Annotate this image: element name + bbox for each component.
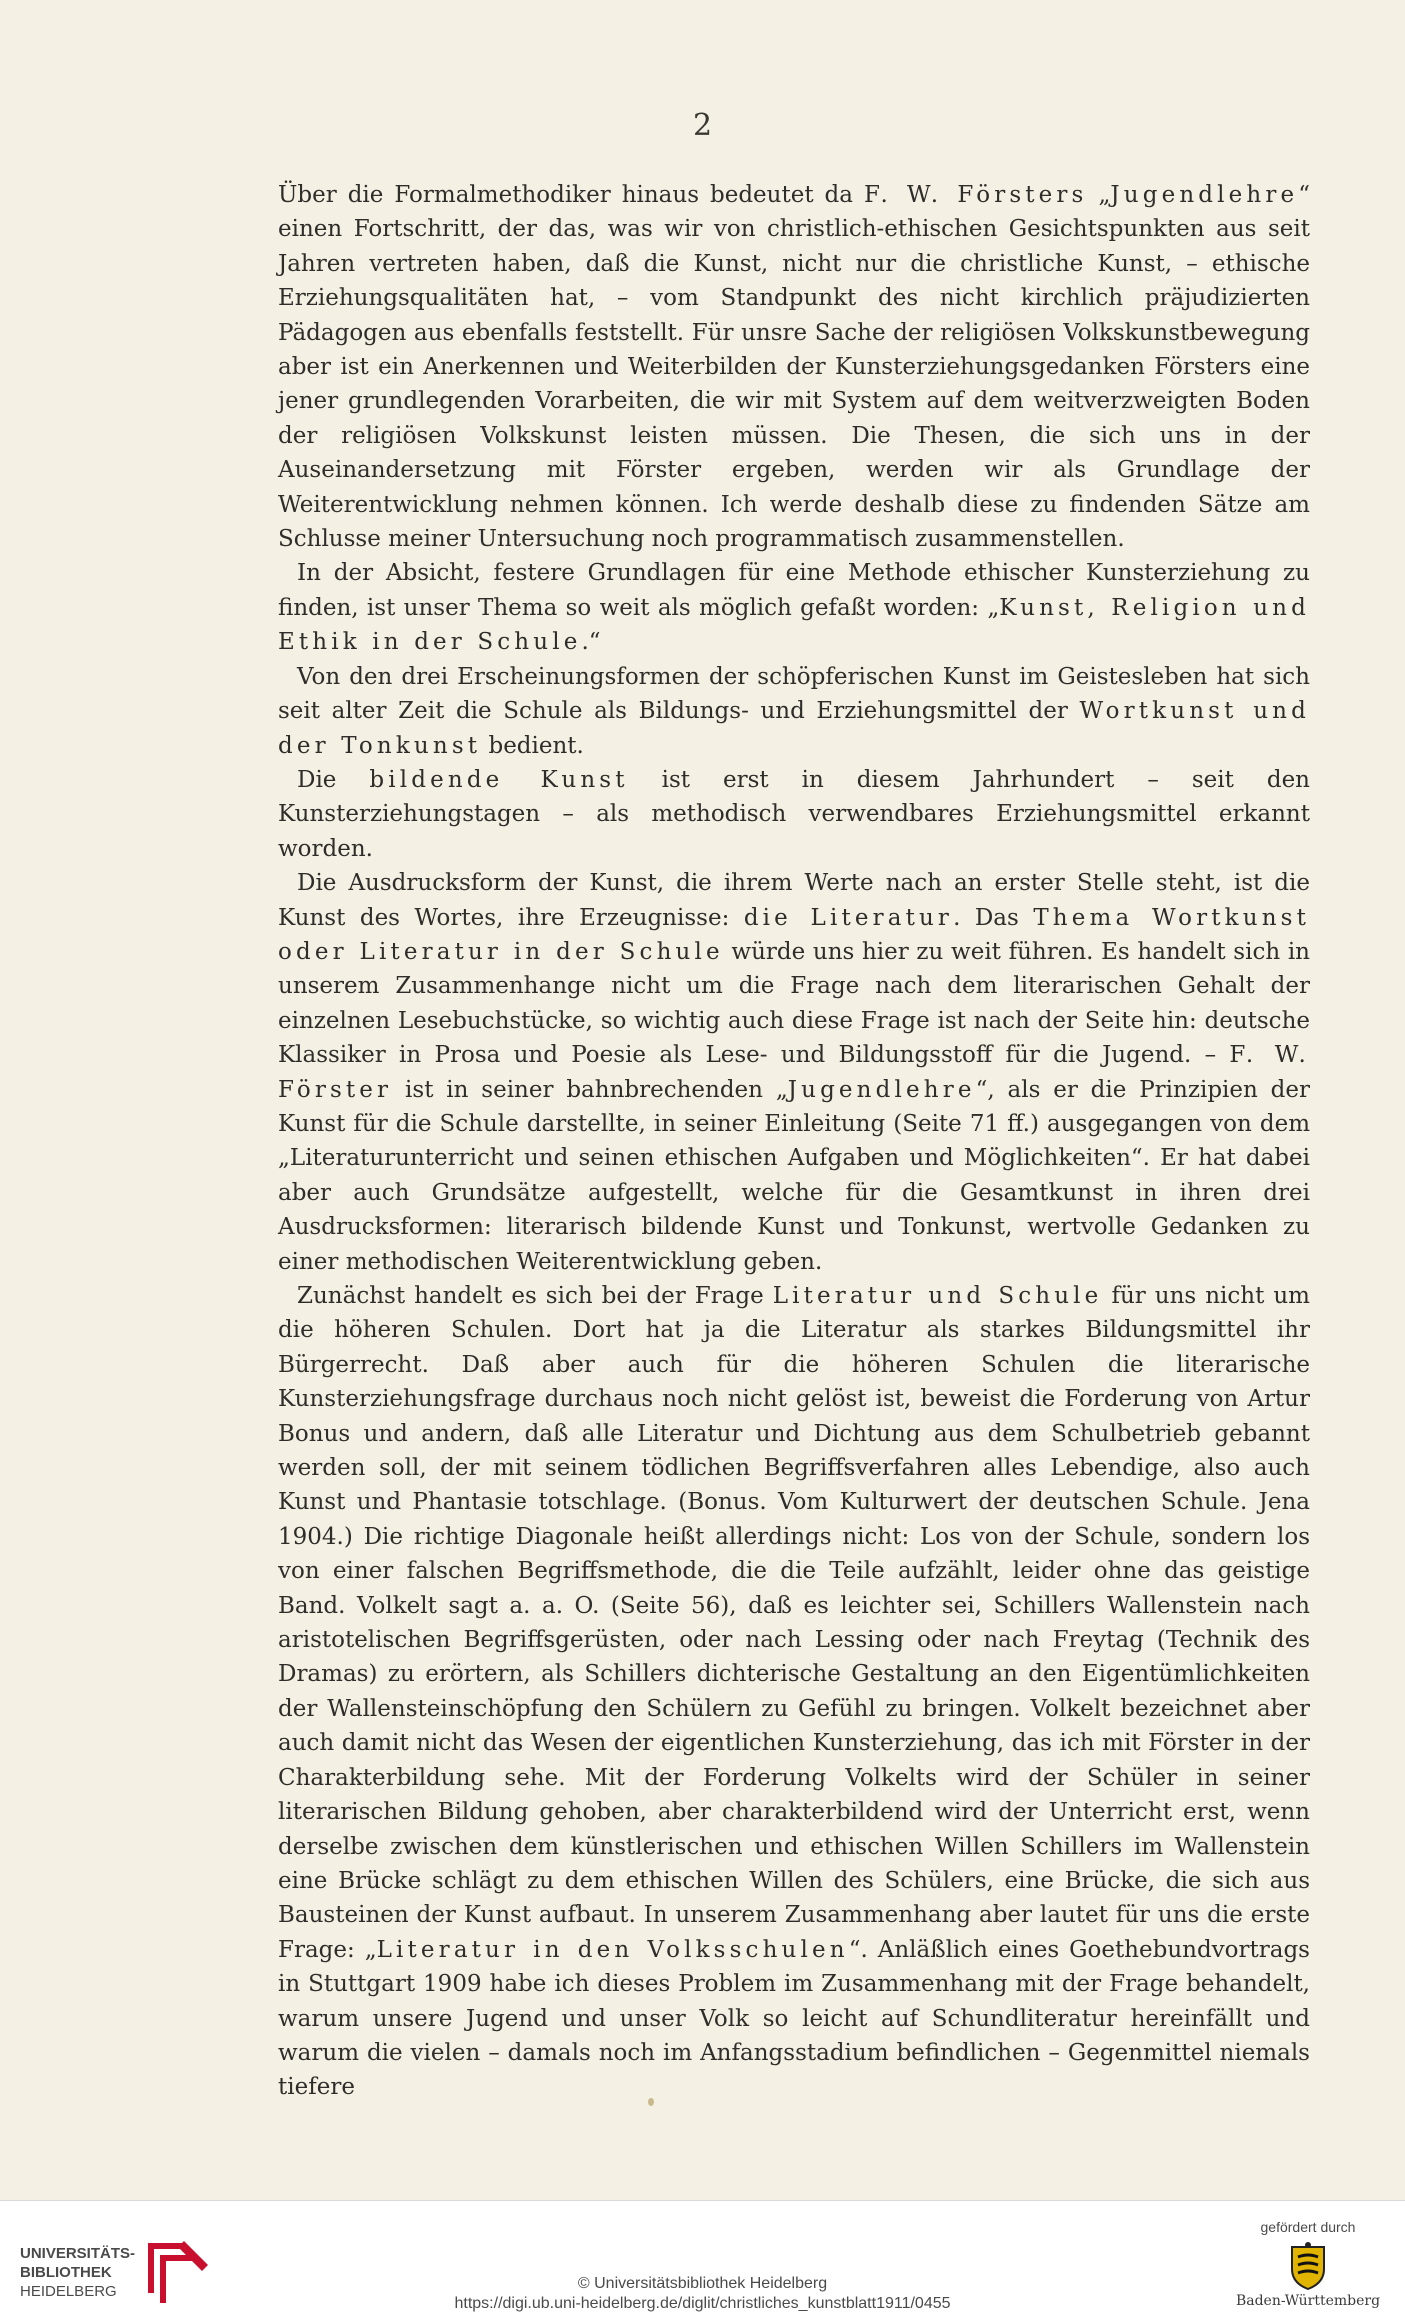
permalink[interactable]: https://digi.ub.uni-heidelberg.de/diglit/christliches_kunstblatt1911/0455 — [454, 2295, 951, 2312]
spaced-emphasis: F. W. Förster — [278, 1042, 1310, 1103]
spaced-emphasis: die Literatur — [743, 904, 954, 931]
spaced-emphasis: Jugendlehre — [1110, 182, 1299, 208]
library-name-line3: HEIDELBERG — [20, 2283, 117, 2300]
spaced-emphasis: Thema Wortkunst oder Literatur in der Schule — [278, 904, 1310, 965]
footer — [0, 2200, 1405, 2322]
paragraph — [278, 660, 1310, 763]
sponsor — [1228, 2219, 1388, 2319]
paragraph — [278, 556, 1310, 659]
spaced-emphasis: Jugendlehre — [787, 1076, 976, 1103]
spaced-emphasis: F. W. Försters — [863, 182, 1088, 208]
library-name-line2: BIBLIOTHEK — [20, 2264, 112, 2281]
spaced-emphasis: Literatur und Schule — [772, 1283, 1103, 1309]
text-run: “, als er die Prinzipien der Kunst für die Schule darstellte, in seiner Einleitung (Seite 71 ff.) ausgegangen von dem „Literaturunterricht und seinen ethischen Aufgaben und Möglichkeiten“. Er hat dabei aber auch Grundsätze aufgestellt, welche für die Gesamtkunst in ihren drei Ausdrucksformen: literarisch bildende Kunst und Tonkunst, wertvolle Gedanken zu einer methodischen Weiterentwicklung geben. — [278, 1076, 1310, 1275]
paragraph — [278, 763, 1310, 866]
text-run: “. Anläßlich eines Goethebundvortrags in Stuttgart 1909 habe ich dieses Problem im Zusammenhang mit der Frage behandelt, warum unsere Jugend und unser Volk so leicht auf Schundliteratur hereinfällt und warum die vielen – damals noch im Anfangsstadium befindlichen – Gegenmittel niemals tiefere — [278, 1936, 1310, 2101]
text-run: . Das — [953, 904, 1034, 931]
text-run: für uns nicht um die höheren Schulen. Dort hat ja die Literatur als starkes Bildungsmittel ihr Bürgerrecht. Daß aber auch für die höheren Schulen die literarische Kunsterziehungsfrage durchaus noch nicht gelöst ist, beweist die Forderung von Artur Bonus und andern, daß alle Literatur und Dichtung aus dem Schulbetrieb gebannt werden soll, der mit seinem tödlichen Begriffsverfahren alles Lebendige, also auch Kunst und Phantasie totschlage. (Bonus. Vom Kulturwert der deutschen Schule. Jena 1904.) Die richtige Diagonale heißt allerdings nicht: Los von der Schule, sondern los von einer falschen Begriffsmethode, die die Teile aufzählt, leider ohne das geistige Band. Volkelt sagt a. a. O. (Seite 56), daß es leichter sei, Schillers Wallenstein nach aristotelischen Begriffsgerüsten, oder nach Lessing oder nach Freytag (Technik des Dramas) zu erörtern, als Schillers dichterische Gestaltung an den Eigentümlichkeiten der Wallensteinschöpfung den Schülern zu Gefühl zu bringen. Volkelt bezeichnet aber auch damit nicht das Wesen der eigentlichen Kunsterziehung, das ich mit Förster in der Charakterbildung sehe. Mit der Forderung Volkelts wird der Schüler in seiner literarischen Bildung gehoben, aber charakterbildend wird der Unterricht erst, wenn derselbe zwischen dem künstlerischen und ethischen Willen Schillers im Wallenstein eine Brücke schlägt zu dem ethischen Willen des Schülers, eine Brücke, die sich aus Bausteinen der Kunst aufbaut. In unserem Zusammenhang aber lautet für uns die erste Frage: „ — [278, 1283, 1310, 1963]
spaced-emphasis: Kunst, Religion und Ethik in der Schule — [278, 594, 1310, 656]
text-run: bedient. — [481, 732, 584, 759]
text-run: Die Ausdrucksform der Kunst, die ihrem Werte nach an erster Stelle steht, ist die Kunst des Wortes, ihre Erzeugnisse: — [278, 870, 1310, 931]
text-run: würde uns hier zu weit führen. Es handelt sich in unserem Zusammenhange nicht um die Frage nach dem literarischen Gehalt der einzelnen Lesebuchstücke, so wichtig auch diese Frage ist nach der Seite hin: deutsche Klassiker in Prosa und Poesie als Lese- und Bildungsstoff für die Jugend. – — [278, 938, 1310, 1069]
text-run: In der Absicht, festere Grundlagen für eine Methode ethischer Kunsterziehung zu finden, ist unser Thema so weit als möglich gefaßt worden: „ — [278, 560, 1310, 621]
text-run: ist erst in diesem Jahrhundert – seit den Kunsterziehungstagen – als methodisch verwendbares Erziehungsmittel erkannt worden. — [278, 766, 1310, 862]
sponsor-label: gefördert durch — [1260, 2219, 1356, 2235]
text-run: “ einen Fortschritt, der das, was wir von christlich-ethischen Gesichtspunkten aus seit Jahren vertreten haben, daß die Kunst, nicht nur die christliche Kunst, – ethische Erziehungsqualitäten hat, – vom Standpunkt des nicht kirchlich präjudizierten Pädagogen aus ebenfalls feststellt. Für unsre Sache der religiösen Volkskunstbewegung aber ist ein Anerkennen und Weiterbilden der Kunsterziehungsgedanken Försters eine jener grundlegenden Vorarbeiten, die wir mit System auf dem weitverzweigten Boden der religiösen Volkskunst leisten müssen. Die Thesen, die sich uns in der Auseinandersetzung mit Förster ergeben, werden wir als Grundlage der Weiterentwicklung nehmen können. Ich werde deshalb diese zu findenden Sätze am Schlusse meiner Untersuchung noch programmatisch zusammenstellen. — [278, 182, 1310, 553]
text-run: Zunächst handelt es sich bei der Frage — [297, 1283, 773, 1309]
text-run: ist in seiner bahnbrechenden „ — [392, 1076, 788, 1103]
spaced-emphasis: Wortkunst und der Tonkunst — [278, 698, 1310, 759]
paragraph — [278, 866, 1310, 1279]
text-run: .“ — [581, 629, 601, 656]
spaced-emphasis: bildende Kunst — [369, 766, 629, 793]
paragraph — [278, 1279, 1310, 2105]
spaced-emphasis: Literatur in den Volksschulen — [376, 1936, 849, 1963]
text-run: „ — [1087, 182, 1111, 208]
baden-wuerttemberg-crest-icon — [1286, 2241, 1330, 2291]
ink-spot — [648, 2098, 654, 2106]
sponsor-name: Baden-Württemberg — [1235, 2293, 1381, 2309]
text-run: Die — [297, 766, 370, 793]
page-number: 2 — [692, 108, 713, 143]
paragraph — [278, 178, 1310, 556]
copyright-text: © Universitätsbibliothek Heidelberg — [577, 2275, 828, 2292]
text-run: Von den drei Erscheinungsformen der schöpferischen Kunst im Geistesleben hat sich seit alter Zeit die Schule als Bildungs- und Erziehungsmittel der — [278, 663, 1310, 725]
library-name-line1: UNIVERSITÄTS- — [20, 2245, 136, 2262]
text-run: Über die Formalmethodiker hinaus bedeutet da — [278, 182, 864, 208]
body-text — [278, 178, 1310, 2105]
